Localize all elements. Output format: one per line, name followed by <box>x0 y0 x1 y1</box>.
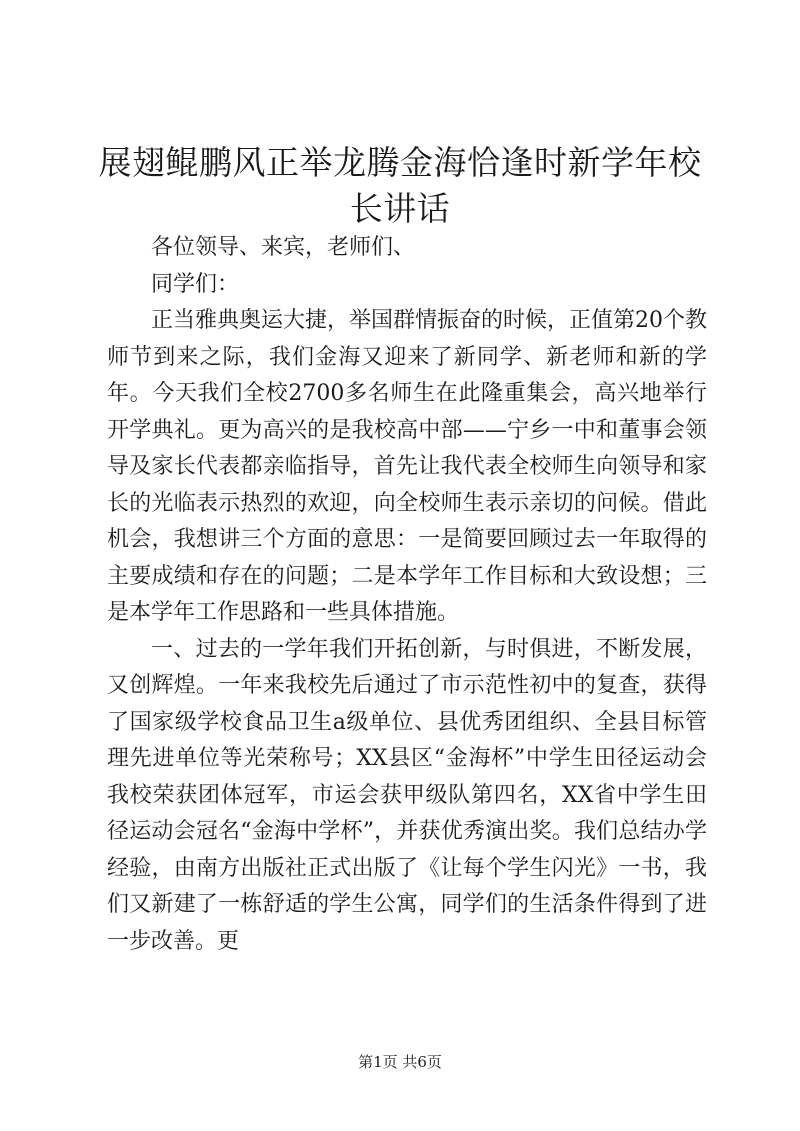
salutation-line-2: 同学们： <box>151 271 240 297</box>
page-footer: 第1页 共6页 <box>358 1053 442 1071</box>
body-paragraph-2: 一、过去的一学年我们开拓创新，与时俱进，不断发展，又创辉煌。一年来我校先后通过了市示范性初中的复查，获得了国家级学校食品卫生a级单位、县优秀团组织、全县目标管理先进单位等光荣称号；XX县区“金海杯”中学生田径运动会我校荣获团体冠军，市运会获甲级队第四名，XX省中学生田径运动会冠名“金海中学杯”，并获优秀演出奖。我们总结办学经验，由南方出版社正式出版了《让每个学生闪光》一书，我们又新建了一栋舒适的学生公寓，同学们的生活条件得到了进一步改善。更 <box>107 636 707 954</box>
document-body <box>107 230 707 960</box>
salutation-line-1: 各位领导、来宾，老师们、 <box>151 235 416 260</box>
document-title: 展翅鲲鹏风正举龙腾金海恰逢时新学年校长讲话 <box>98 143 702 228</box>
body-paragraph-1: 正当雅典奥运大捷，举国群情振奋的时候，正值第20个教师节到来之际，我们金海又迎来了新同学、新老师和新的学年。今天我们全校2700多名师生在此隆重集会，高兴地举行开学典礼。更为高兴的是我校高中部——宁乡一中和董事会领导及家长代表都亲临指导，首先让我代表全校师生向领导和家长的光临表示热烈的欢迎，向全校师生表示亲切的问候。借此机会，我想讲三个方面的意思：一是简要回顾过去一年取得的主要成绩和存在的问题；二是本学年工作目标和大致设想；三是本学年工作思路和一些具体措施。 <box>107 308 707 625</box>
